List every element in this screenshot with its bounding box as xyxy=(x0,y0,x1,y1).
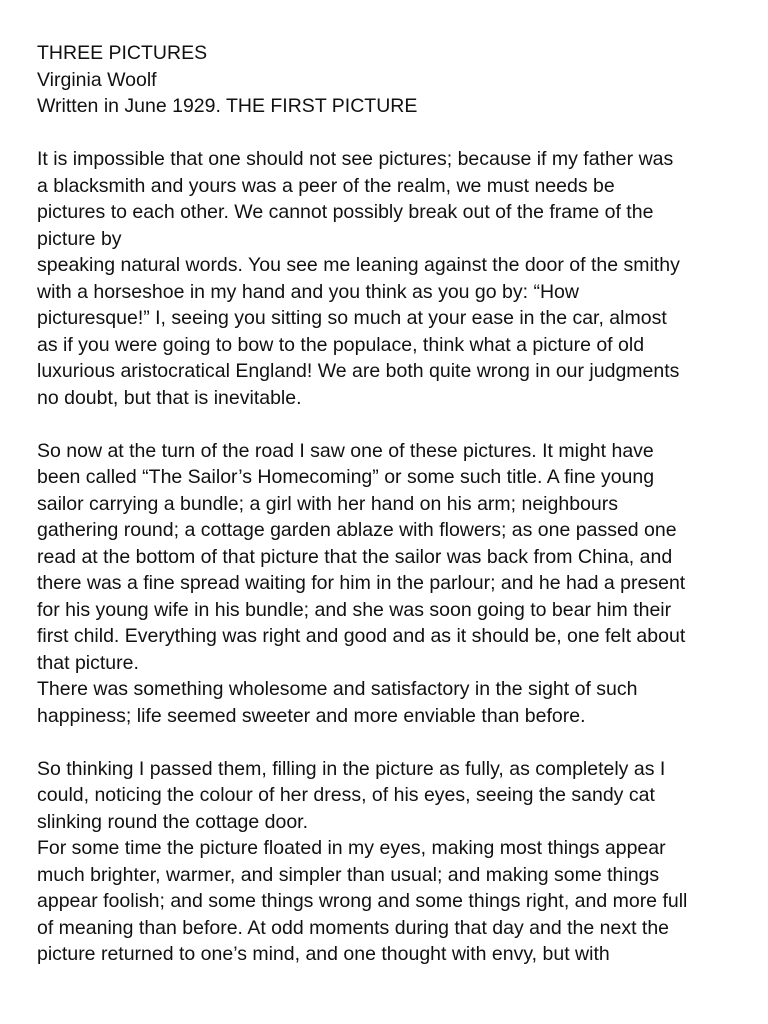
text-line: For some time the picture floated in my eyes, making most things appear xyxy=(37,837,666,859)
text-line: speaking natural words. You see me leaning against the door of the smithy xyxy=(37,254,680,276)
text-line: with a horseshoe in my hand and you think as you go by: “How xyxy=(37,280,579,303)
paragraph-gap xyxy=(37,411,737,438)
text-line: there was a fine spread waiting for him in the parlour; and he had a present xyxy=(37,572,686,594)
paragraph-gap xyxy=(37,729,737,756)
text-line: slinking round the cottage door. xyxy=(37,810,309,833)
text-line: So now at the turn of the road I saw one of these pictures. It might have xyxy=(37,439,654,462)
text-line: picture by xyxy=(37,227,122,250)
paragraph-2 xyxy=(37,438,737,730)
paragraph-gap xyxy=(37,120,737,147)
text-line: appear foolish; and some things wrong and some things right, and more full xyxy=(37,890,688,912)
document-title: THREE PICTURES xyxy=(37,42,208,64)
text-line: luxurious aristocratical England! We are both quite wrong in our judgments xyxy=(37,360,680,382)
text-line: It is impossible that one should not see pictures; because if my father was xyxy=(37,148,674,170)
text-line: as if you were going to bow to the populace, think what a picture of old xyxy=(37,333,645,356)
text-line: There was something wholesome and satisfactory in the sight of such xyxy=(37,678,638,700)
text-line: much brighter, warmer, and simpler than usual; and making some things xyxy=(37,863,660,886)
document-page xyxy=(37,40,737,968)
text-line: read at the bottom of that picture that the sailor was back from China, and xyxy=(37,545,673,568)
text-line: picture returned to one’s mind, and one thought with envy, but with xyxy=(37,943,610,965)
paragraph-3 xyxy=(37,756,737,968)
text-line: happiness; life seemed sweeter and more enviable than before. xyxy=(37,704,586,727)
text-line: sailor carrying a bundle; a girl with her hand on his arm; neighbours xyxy=(37,492,618,515)
document-subtitle: Written in June 1929. THE FIRST PICTURE xyxy=(37,95,418,117)
text-line: that picture. xyxy=(37,651,139,674)
text-line: could, noticing the colour of her dress, of his eyes, seeing the sandy cat xyxy=(37,784,655,806)
author-name: Virginia Woolf xyxy=(37,68,157,91)
text-line: picturesque!” I, seeing you sitting so much at your ease in the car, almost xyxy=(37,307,667,329)
text-line: a blacksmith and yours was a peer of the realm, we must needs be xyxy=(37,174,615,197)
text-line: first child. Everything was right and good and as it should be, one felt about xyxy=(37,625,686,647)
text-line: been called “The Sailor’s Homecoming” or some such title. A fine young xyxy=(37,466,655,488)
text-line: no doubt, but that is inevitable. xyxy=(37,386,302,409)
text-line: So thinking I passed them, filling in the picture as fully, as completely as I xyxy=(37,757,666,780)
text-line: gathering round; a cottage garden ablaze with flowers; as one passed one xyxy=(37,519,677,541)
text-line: for his young wife in his bundle; and she was soon going to bear him their xyxy=(37,598,672,621)
text-line: of meaning than before. At odd moments during that day and the next the xyxy=(37,916,670,939)
text-line: pictures to each other. We cannot possibly break out of the frame of the xyxy=(37,201,654,223)
paragraph-1 xyxy=(37,146,737,411)
